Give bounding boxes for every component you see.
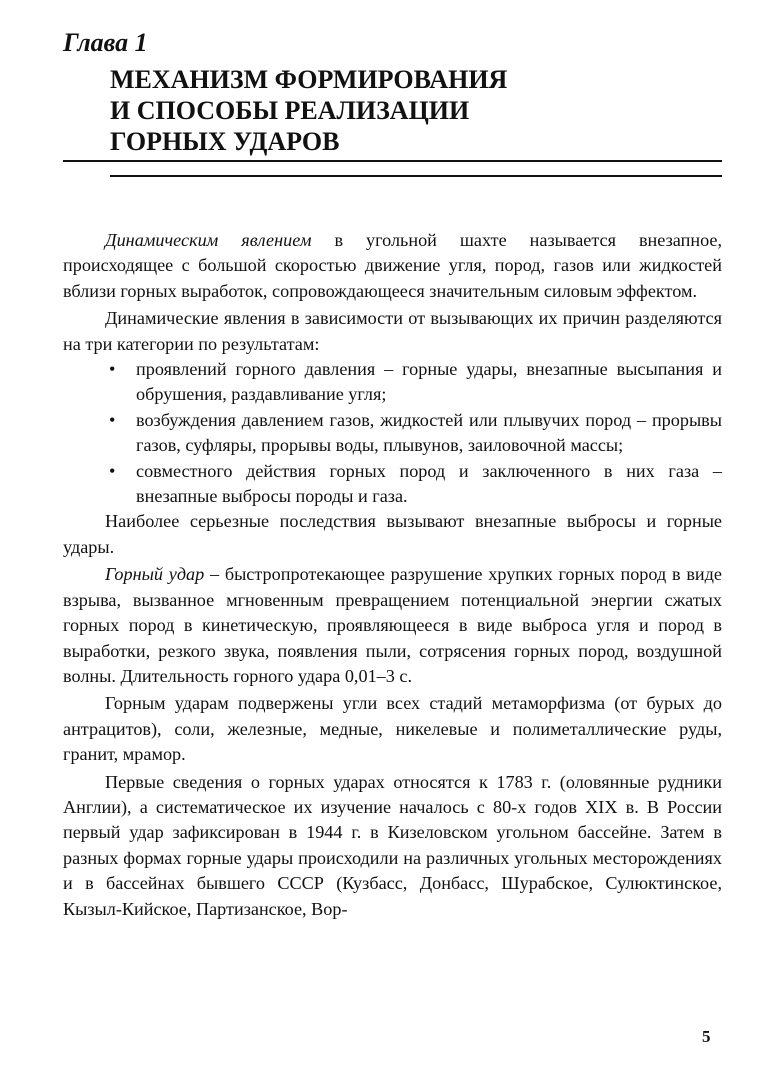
list-item: • возбуждения давлением газов, жидкостей или плывучих пород – прорывы газов, суфляры, прорывы воды, плывунов, заиловочной массы; (136, 408, 722, 459)
paragraph-definition (63, 228, 722, 304)
paragraph-history: Первые сведения о горных ударах относятся к 1783 г. (оловянные рудники Англии), а систематическое их изучение началось с 80-х годов XIX в. В России первый удар зафиксирован в 1944 г. в Кизеловском угольном бассейне. Затем в разных формах горные удары происходили на различных угольных месторождениях и в бассейнах бывшего СССР (Кузбасс, Донбасс, Шурабское, Сулюктинское, Кызыл-Кийское, Партизанское, Вор- (63, 771, 722, 919)
paragraph-categories: Динамические явления в зависимости от вызывающих их причин разделяются на три категории по результатам: (63, 308, 722, 354)
chapter-title-line: МЕХАНИЗМ ФОРМИРОВАНИЯ (110, 65, 508, 94)
title-rule-bottom (110, 175, 722, 177)
category-list (63, 357, 722, 509)
paragraph-text: – быстропротекающее разрушение хрупких горных пород в виде взрыва, вызванное мгновенным превращением потенциальной энергии сжатых горных пород в кинетическую, проявляющееся в виде выброса угля и пород в выработки, резкого звука, появления пыли, сотрясения горных пород, воздушной волны. Длительность горного удара 0,01–3 с. (63, 564, 722, 686)
paragraph-text: в угольной шахте называется внезапное, происходящее с большой скоростью движение угля, пород, газов или жидкостей вблизи горных выработок, сопровождающееся значительным силовым эффектом. (63, 230, 723, 301)
body-text (63, 228, 722, 922)
term-rock-burst: Горный удар (105, 564, 205, 585)
title-rule-top (63, 160, 722, 162)
chapter-title (110, 64, 710, 157)
chapter-label: Глава 1 (63, 28, 148, 57)
list-item: • проявлений горного давления – горные удары, внезапные высыпания и обрушения, раздавливание угля; (136, 357, 722, 408)
page-number: 5 (702, 1027, 711, 1046)
chapter-title-line: И СПОСОБЫ РЕАЛИЗАЦИИ (110, 96, 470, 125)
chapter-title-line: ГОРНЫХ УДАРОВ (110, 127, 340, 156)
term-dynamic-phenomenon: Динамическим явлением (105, 230, 312, 250)
paragraph-susceptible: Горным ударам подвержены угли всех стадий метаморфизма (от бурых до антрацитов), соли, железные, медные, никелевые и полиметаллические руды, гранит, мрамор. (63, 693, 722, 765)
list-item: • совместного действия горных пород и заключенного в них газа – внезапные выбросы породы и газа. (136, 459, 722, 510)
paragraph-consequences: Наиболее серьезные последствия вызывают внезапные выбросы и горные удары. (63, 511, 722, 557)
paragraph-rock-burst (63, 562, 722, 689)
